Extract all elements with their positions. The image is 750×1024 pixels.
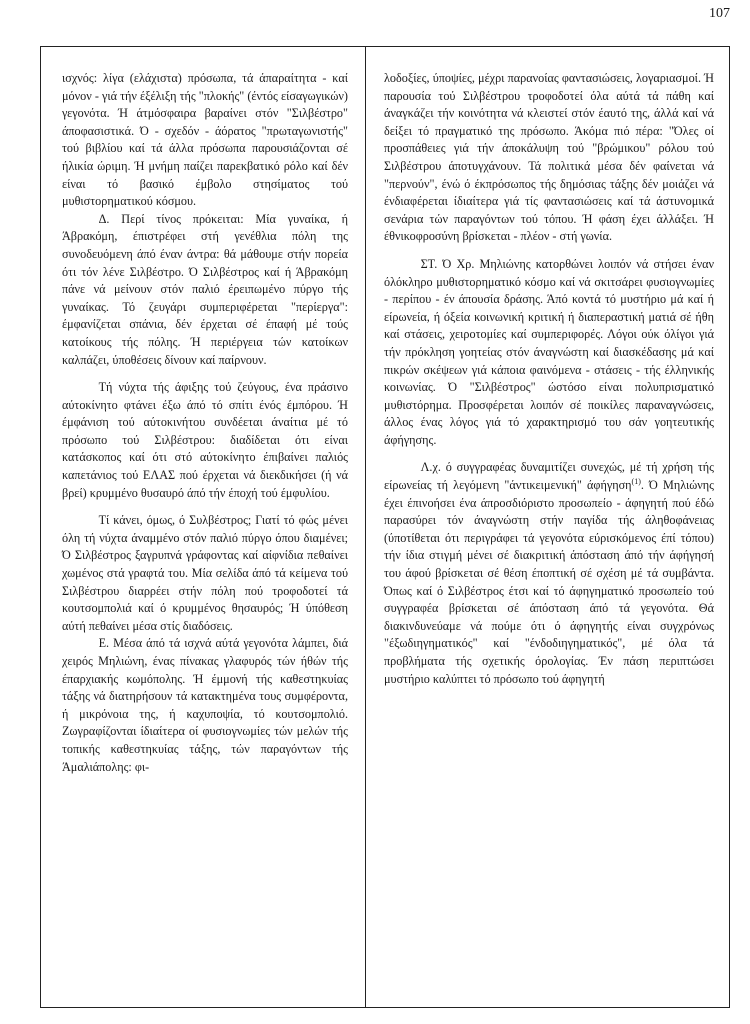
- page-number: 107: [709, 6, 730, 21]
- paragraph: Τή νύχτα τής άφιξης τού ζεύγους, ένα πράσινο αύτοκίνητο φτάνει έξω άπό τό σπίτι ένός έμπόρου. Ή έμφάνιση τού αύτοκινήτου συνδέεται άναίτια μέ τό πρόσωπο τού Σιλβέστρου: διαδίδεται ότι είναι κατάσκοπος καί ότι στό αύτοκίνητο έπιβαίνει παλιός καπετάνιος τού ΕΛΑΣ πού έρχεται νά διεκδικήσει (ή νά βρεί) κρυμμένο θυσαυρό άπό τήν έποχή τού έμφυλίου.: [62, 380, 348, 500]
- paragraph: [384, 459, 714, 688]
- paragraph-text: . Ό Μηλιώνης έχει έπινοήσει ένα άπροσδιόριστο προσωπείο - άφηγητή πού έδώ παρασύρει τόν άναγνώστη στήν παγίδα τής άληθοφάνειας (ύποτίθεται ότι περιγράφει τά γεγονότα εύρισκόμενος έπί τόπου) τήν ίδια στιγμή μένει σέ διακριτική άπόσταση άπό τήν άφήγησή του άφού βρίσκεται σέ θέση έποπτική σέ σχέση μέ τά συμβάντα. Όπως καί ό Σιλβέστρος έτσι καί τό άφηγηματικό προσωπείο τού συγγραφέα βρίσκεται σέ άπόσταση άπό τά γεγονότα. Θά διακινδυνεύαμε νά πούμε ότι ό άφηγητής είναι συγχρόνως "έξωδιηγηματικός" καί "ένδοδιηγηματικός", μέ όλα τά προβλήματα τής σχετικής όρολογίας. Έν πάση περιπτώσει μυστήριο καλύπτει τό πρόσωπο τού άφηγητή: [384, 478, 714, 686]
- paragraph: Ε. Μέσα άπό τά ισχνά αύτά γεγονότα λάμπει, διά χειρός Μηλιώνη, ένας πίνακας γλαφυρός τών ήθών τής έπαρχιακής κωμόπολης. Ή έμμονή τής καθεστηκυίας τάξης νά διατηρήσουν τά κατακτημένα τους συμφέροντα, ή μικρόνοια της, ή καχυποψία, τό κουτσομπολιό. Ζωγραφίζονται ίδιαίτερα οί φυσιογνωμίες τών μελών τής τοπικής καθεστηκυίας τάξης, τών παραγόντων τής Άμαλιάπολης: φι-: [62, 636, 348, 774]
- paragraph: Δ. Περί τίνος πρόκειται: Μία γυναίκα, ή Άβρακόμη, έπιστρέφει στή γενέθλια πόλη της συνοδευόμενη άπό έναν άντρα: θά μάθουμε στήν πορεία ότι τόν λένε Σιλβέστρο. Ό Σιλβέστρος καί ή Άβρακόμη πάνε νά μείνουν στόν παλιό έρειπωμένο πύργο τής γυναίκας. Τό ζευγάρι συμπεριφέρεται "περίεργα": έμφανίζεται σπάνια, δέν έρχεται σέ έπαφή μέ τούς κατοίκους τής πόλης. Ή περιέργεια τών κατοίκων καλπάζει, ύποθέσεις δίνουν καί παίρνουν.: [62, 211, 348, 367]
- paragraph: λοδοξίες, ύποψίες, μέχρι παρανοίας φαντασιώσεις, λογαριασμοί. Ή παρουσία τού Σιλβέστρου τροφοδοτεί όλα αύτά τά πάθη καί άναγκάζει τήν κοινότητα νά κλειστεί στόν έαυτό της, άλλά καί νά δείξει τό πραγματικό της πρόσωπο. Άκόμα πιό πέρα: "Όλες οί προσπάθειες γιά τήν άποκάλυψη τού "βρώμικου" ρόλου τού Σιλβέστρου άποτυγχάνουν. Τά πολιτικά μέσα δέν φαίνεται νά "περνούν", ένώ ό έκπρόσωπος τής δημόσιας τάξης δέν μοιάζει νά ένδιαφέρεται ίδιαίτερα γιά τίς φαντασιώσεις καί τά άστυνομικά σενάρια τών παραγόντων τού τόπου. Ή φάση έχει άλλάξει. Ή έθνικοφροσύνη βρίσκεται - πλέον - στή γωνία.: [384, 71, 714, 244]
- column-divider: [365, 46, 366, 1008]
- paragraph-text: Λ.χ. ό συγγραφέας δυναμιτίζει συνεχώς, μέ τή χρήση τής είρωνείας τή λεγόμενη "άντικειμενική" άφήγηση: [384, 460, 714, 493]
- paragraph: ισχνός: λίγα (ελάχιστα) πρόσωπα, τά άπαραίτητα - καί μόνον - γιά τήν έξέλιξη τής "πλοκής" (έντός είσαγωγικών) γεγονότα. Ή άτμόσφαιρα βαραίνει στόν "Σιλβέστρο" άποφασιστικά. Ό - σχεδόν - άόρατος "πρωταγωνιστής" τού βιβλίου καί τά άλλα πρόσωπα παρουσιάζονται σέ ήλικία ώριμη. Ή μνήμη παίζει παρεκβατικό ρόλο καί δέν είναι τό βασικό έμβολο στησίματος τού μυθιστορηματικού κόσμου.: [62, 71, 348, 209]
- paragraph: ΣΤ. Ό Χρ. Μηλιώνης κατορθώνει λοιπόν νά στήσει έναν όλόκληρο μυθιστορηματικό κόσμο καί νά σκιτσάρει φυσιογνωμίες - περίπου - έν άπουσία δράσης. Άπό κοντά τό μυστήριο μά καί ή είρωνεία, ή όξεία κοινωνική κριτική ή διαπεραστική ματιά σέ ήθη καί στάσεις, χειροτομίες καί συμπεριφορές. Λόγοι ούκ όλίγοι γιά τήν πρόκληση γοητείας στόν άναγνώστη καί διασκέδασης μά καί πικρών σκέψεων γιά κάποια φαινόμενα - στάσεις - τής έλληνικής κοινωνίας. Ό "Σιλβέστρος" ώστόσο είναι πολυπρισματικό μυθιστόρημα. Προσφέρεται λοιπόν σέ ποικίλες παραναγνώσεις, άλλος ένας λόγος γιά τό χαρακτηρισμό του σάν γοητευτικής άφήγησης.: [384, 256, 714, 447]
- right-column: [384, 70, 714, 688]
- left-column: [62, 70, 348, 776]
- footnote-marker: (1): [631, 477, 641, 486]
- paragraph: Τί κάνει, όμως, ό Συλβέστρος; Γιατί τό φώς μένει όλη τή νύχτα άναμμένο στόν παλιό πύργο όπου διαμένει; Ό Σιλβέστρος ξαγρυπνά γράφοντας καί αίφνίδια πεθαίνει χωμένος στά γραφτά του. Μία σελίδα άπό τά κείμενα τού Σιλβέστρου διαρρέει στήν πόλη πού τροφοδοτεί τά κουτσομπολιά καί ό κρυμμένος θησαυρός; Ή ύπόθεση αύτή πεθαίνει μέσα στίς διαδόσεις.: [62, 513, 348, 633]
